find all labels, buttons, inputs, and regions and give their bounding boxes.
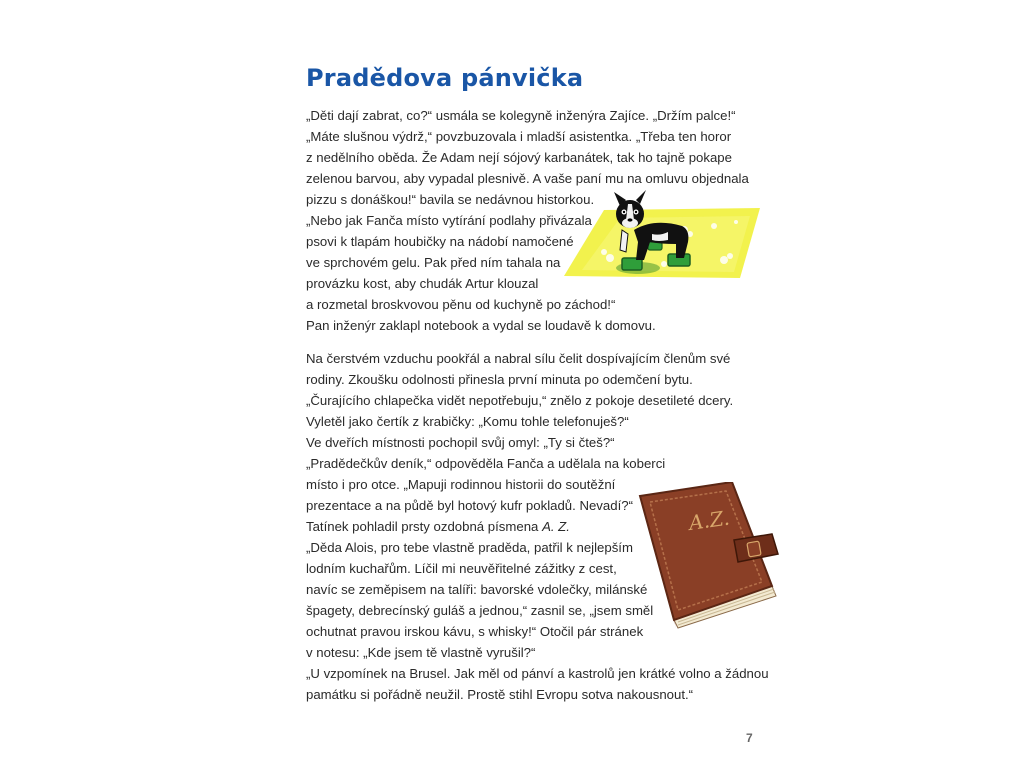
text-line: místo i pro otce. „Mapuji rodinnou historii do soutěžní bbox=[306, 477, 616, 492]
text-line bbox=[306, 517, 570, 537]
text-line: prezentace a na půdě byl hotový kufr pokladů. Nevadí?“ bbox=[306, 498, 633, 513]
text-line: rodiny. Zkoušku odolnosti přinesla první minuta po odemčení bytu. bbox=[306, 372, 693, 387]
italic-initials: A. Z. bbox=[542, 519, 570, 534]
text-line: památku si pořádně neužil. Prostě stihl Evropu sotva nakousnout.“ bbox=[306, 687, 694, 702]
text-line: „U vzpomínek na Brusel. Jak měl od pánví a kastrolů jen krátké volno a žádnou bbox=[306, 666, 769, 681]
text-line: „Děti dají zabrat, co?“ usmála se kolegyně inženýra Zajíce. „Držím palce!“ bbox=[306, 108, 736, 123]
text-line: Pan inženýr zaklapl notebook a vydal se loudavě k domovu. bbox=[306, 318, 656, 333]
text-line: pizzu s donáškou!“ bavila se nedávnou historkou. bbox=[306, 192, 595, 207]
dog-illustration bbox=[564, 190, 760, 284]
text-line: Vyletěl jako čertík z krabičky: „Komu tohle telefonuješ?“ bbox=[306, 414, 629, 429]
text-line: lodním kuchařům. Líčil mi neuvěřitelné zážitky z cest, bbox=[306, 561, 617, 576]
text-line: ochutnat pravou irskou kávu, s whisky!“ Otočil pár stránek bbox=[306, 624, 644, 639]
text-line: „Pradědečkův deník,“ odpověděla Fanča a udělala na koberci bbox=[306, 456, 666, 471]
book-monogram: A.Z. bbox=[687, 505, 732, 535]
diary-book-illustration bbox=[638, 482, 780, 630]
text-segment: Tatínek pohladil prsty ozdobná písmena bbox=[306, 519, 543, 534]
text-line: v notesu: „Kde jsem tě vlastně vyrušil?“ bbox=[306, 645, 536, 660]
text-line: zelenou barvou, aby vypadal plesnivě. A vaše paní mu na omluvu objednala bbox=[306, 171, 749, 186]
text-line: Na čerstvém vzduchu pookřál a nabral sílu čelit dospívajícím členům své bbox=[306, 351, 731, 366]
text-line: Ve dveřích místnosti pochopil svůj omyl: „Ty si čteš?“ bbox=[306, 435, 615, 450]
text-line: „Nebo jak Fanča místo vytírání podlahy přivázala bbox=[306, 213, 592, 228]
text-line: a rozmetal broskvovou pěnu od kuchyně po záchod!“ bbox=[306, 297, 616, 312]
text-line: provázku kost, aby chudák Artur klouzal bbox=[306, 276, 539, 291]
page-title: Pradědova pánvička bbox=[306, 64, 584, 92]
text-line: z nedělního oběda. Že Adam nejí sójový karbanátek, tak ho tajně pokape bbox=[306, 150, 732, 165]
text-line: navíc se zeměpisem na talíři: bavorské vdolečky, milánské bbox=[306, 582, 648, 597]
text-line: ve sprchovém gelu. Pak před ním tahala na bbox=[306, 255, 561, 270]
page-number: 7 bbox=[746, 731, 753, 745]
text-line: psovi k tlapám houbičky na nádobí namočené bbox=[306, 234, 574, 249]
text-line: špagety, debrecínský guláš a jednou,“ zasnil se, „jsem směl bbox=[306, 603, 654, 618]
text-line: „Máte slušnou výdrž,“ povzbuzovala i mladší asistentka. „Třeba ten horor bbox=[306, 129, 732, 144]
text-line: „Čurajícího chlapečka vidět nepotřebuju,“ znělo z pokoje desetileté dcery. bbox=[306, 393, 734, 408]
text-line: „Děda Alois, pro tebe vlastně praděda, patřil k nejlepším bbox=[306, 540, 633, 555]
